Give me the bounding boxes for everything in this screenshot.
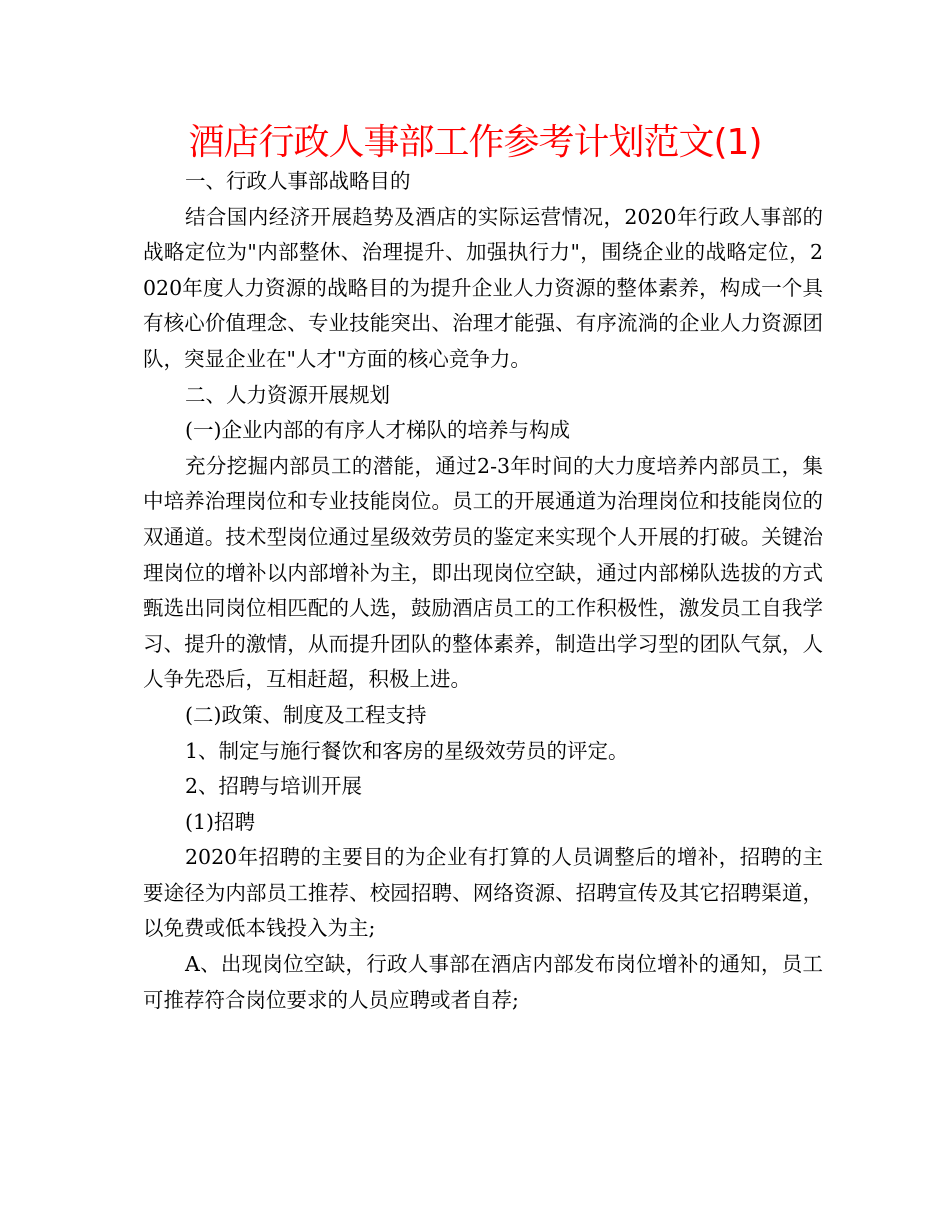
subsection-heading-talent: (一)企业内部的有序人才梯队的培养与构成 [185,418,570,443]
document-body [143,164,823,1018]
section-heading-hr-plan: 二、人力资源开展规划 [185,382,390,407]
list-item-recruit-training: 2、招聘与培训开展 [185,774,363,799]
list-item-rating: 1、制定与施行餐饮和客房的星级效劳员的评定。 [185,738,629,763]
paragraph-recruit-a: A、出现岗位空缺，行政人事部在酒店内部发布岗位增补的通知，员工可推荐符合岗位要求的人员应聘或者自荐; [143,952,823,1012]
section-heading-strategy: 一、行政人事部战略目的 [185,169,411,193]
subsection-heading-policy: (二)政策、制度及工程支持 [185,702,427,727]
document-title: 酒店行政人事部工作参考计划范文(1) [188,122,762,163]
paragraph-recruit: 2020年招聘的主要目的为企业有打算的人员调整后的增补，招聘的主要途径为内部员工推荐、校园招聘、网络资源、招聘宣传及其它招聘渠道，以免费或低本钱投入为主; [143,845,823,941]
subsection-heading-recruit: (1)招聘 [185,809,256,834]
paragraph-strategy: 结合国内经济开展趋势及酒店的实际运营情况，2020年行政人事部的战略定位为"内部整休、治理提升、加强执行力"，围绕企业的战略定位，2020年度人力资源的战略目的为提升企业人力资源的整体素养，构成一个具有核心价值理念、专业技能突出、治理才能强、有序流淌的企业人力资源团队，突显企业在"人才"方面的核心竞争力。 [143,204,823,371]
paragraph-talent: 充分挖掘内部员工的潜能，通过2-3年时间的大力度培养内部员工，集中培养治理岗位和专业技能岗位。员工的开展通道为治理岗位和技能岗位的双通道。技术型岗位通过星级效劳员的鉴定来实现个人开展的打破。关键治理岗位的增补以内部增补为主，即出现岗位空缺，通过内部梯队选拔的方式甄选出同岗位相匹配的人选，鼓励酒店员工的工作积极性，激发员工自我学习、提升的激情，从而提升团队的整体素养，制造出学习型的团队气氛，人人争先恐后，互相赶超，积极上进。 [143,453,823,692]
